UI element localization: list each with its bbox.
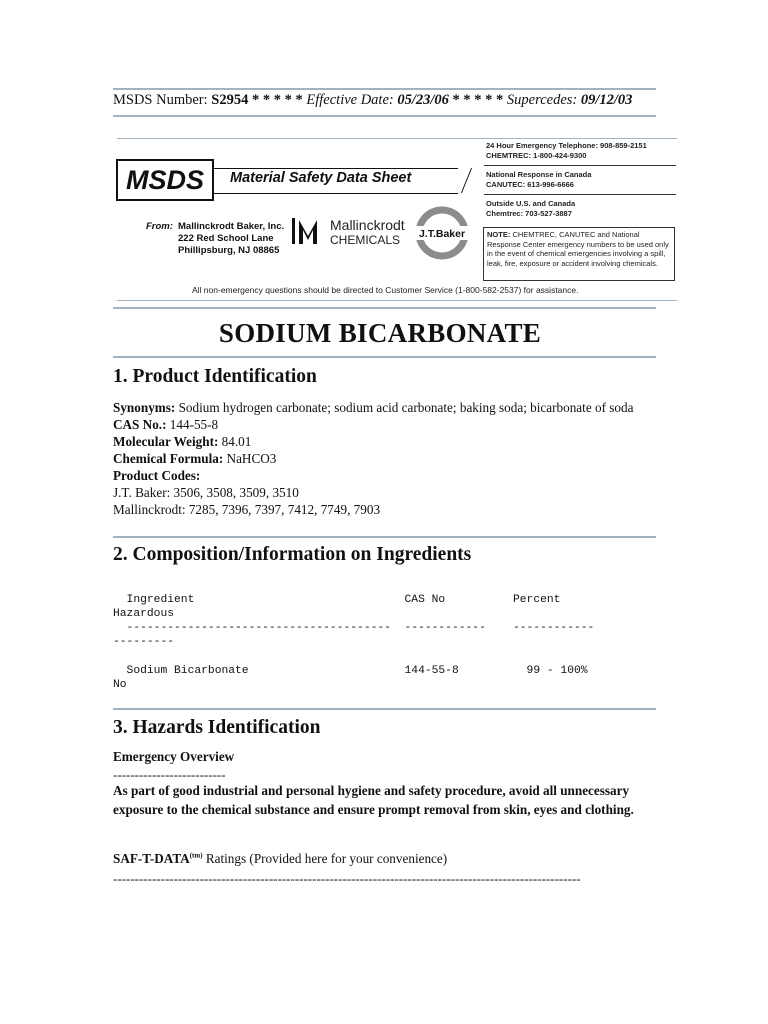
jtbaker-logo-icon (414, 206, 470, 260)
note-text: CHEMTREC, CANUTEC and National Response Center emergency numbers to be used only in the event of chemical emergencies involving a spill, leak, fire, exposure or accident involving chemicals. (487, 230, 669, 268)
product-codes-label: Product Codes: (113, 468, 201, 483)
ingredients-row-wrap: No (113, 679, 127, 691)
chemtrec-outside-phone: Chemtrec: 703-527-3887 (486, 209, 572, 218)
outside-label: Outside U.S. and Canada (486, 199, 576, 208)
synonyms-label: Synonyms: (113, 400, 176, 415)
emergency-overview-title: Emergency Overview (113, 749, 235, 764)
national-canada: National Response in Canada (486, 170, 592, 179)
supercedes-label: Supercedes: (506, 92, 578, 108)
msds-logo: MSDS (116, 159, 214, 201)
emergency-block-outside (486, 199, 575, 219)
mw-label: Molecular Weight: (113, 434, 219, 449)
emergency-phone: 24 Hour Emergency Telephone: 908-859-2151 (486, 141, 647, 150)
emergency-block-canada (486, 170, 591, 190)
rule (113, 356, 656, 358)
emergency-note (483, 227, 675, 281)
separator: * * * * * (252, 92, 303, 108)
ingredients-header-wrap: Hazardous (113, 608, 175, 620)
cas-value: 144-55-8 (169, 417, 219, 432)
saf-t-data-line (113, 851, 447, 867)
saf-text: Ratings (Provided here for your convenience) (205, 851, 448, 866)
ingredients-rule-wrap: --------- (113, 636, 175, 648)
note-label: NOTE: (487, 230, 511, 239)
divider (484, 165, 676, 166)
ingredients-rule: --------------------------------------- ------------ ------------ (113, 622, 595, 634)
canutec-phone: CANUTEC: 613-996-6666 (486, 180, 574, 189)
ingredients-header: Ingredient CAS No Percent (113, 594, 561, 606)
rule (117, 300, 677, 301)
codes-mallinckrodt: Mallinckrodt: 7285, 7396, 7397, 7412, 7749, 7903 (113, 502, 381, 517)
page-title: SODIUM BICARBONATE (218, 318, 542, 348)
chemtrec-phone: CHEMTREC: 1-800-424-9300 (486, 151, 587, 160)
rule (117, 138, 677, 139)
jtbaker-text: J.T.Baker (418, 228, 466, 240)
saf-label: SAF-T-DATA (113, 851, 190, 866)
mallinckrodt-logo-icon (292, 216, 324, 246)
separator: * * * * * (452, 92, 504, 108)
supercedes-date: 09/12/03 (580, 92, 633, 108)
overview-dashes: -------------------------- (113, 767, 226, 782)
product-identification (113, 399, 653, 518)
saf-dashes: ------------------------------------------------------------------------------------------------------------ (113, 871, 581, 886)
from-address (146, 221, 284, 257)
banner-title: Material Safety Data Sheet (230, 170, 412, 186)
msds-number: S2954 (211, 92, 249, 108)
emergency-overview-text: As part of good industrial and personal hygiene and safety procedure, avoid all unnecessary exposure to the chemical substance and ensure prompt removal from skin, eyes and clothing. (113, 783, 634, 817)
rule (113, 307, 656, 309)
mallinckrodt-text (330, 218, 405, 248)
top-rule (113, 88, 656, 90)
rule (113, 536, 656, 538)
rule (113, 115, 656, 117)
non-emergency-note: All non-emergency questions should be directed to Customer Service (1-800-582-2537) for assistance. (192, 285, 579, 295)
from-line: Mallinckrodt Baker, Inc. (178, 221, 285, 232)
ingredients-row: Sodium Bicarbonate 144-55-8 99 - 100% (113, 665, 588, 677)
mallinckrodt-line1: Mallinckrodt (330, 217, 405, 233)
formula-value: NaHCO3 (226, 451, 277, 466)
mw-value: 84.01 (221, 434, 252, 449)
divider (484, 194, 676, 195)
effective-date-label: Effective Date: (306, 92, 394, 108)
emergency-block-us (486, 141, 647, 161)
section-2-heading: 2. Composition/Information on Ingredients (113, 544, 472, 565)
codes-jtbaker: J.T. Baker: 3506, 3508, 3509, 3510 (113, 485, 299, 500)
formula-label: Chemical Formula: (113, 451, 224, 466)
effective-date: 05/23/06 (397, 92, 449, 108)
synonyms-value: Sodium hydrogen carbonate; sodium acid carbonate; baking soda; bicarbonate of soda (178, 400, 634, 415)
rule (113, 708, 656, 710)
from-line: 222 Red School Lane (178, 233, 274, 244)
section-3-heading: 3. Hazards Identification (113, 717, 321, 738)
mallinckrodt-line2: CHEMICALS (330, 233, 401, 247)
saf-tm: (tm) (189, 851, 203, 860)
msds-number-line (113, 92, 632, 109)
msds-number-label: MSDS Number: (113, 92, 208, 108)
from-line: Phillipsburg, NJ 08865 (178, 245, 280, 256)
section-1-heading: 1. Product Identification (113, 366, 317, 387)
cas-label: CAS No.: (113, 417, 167, 432)
from-label: From: (146, 221, 173, 232)
